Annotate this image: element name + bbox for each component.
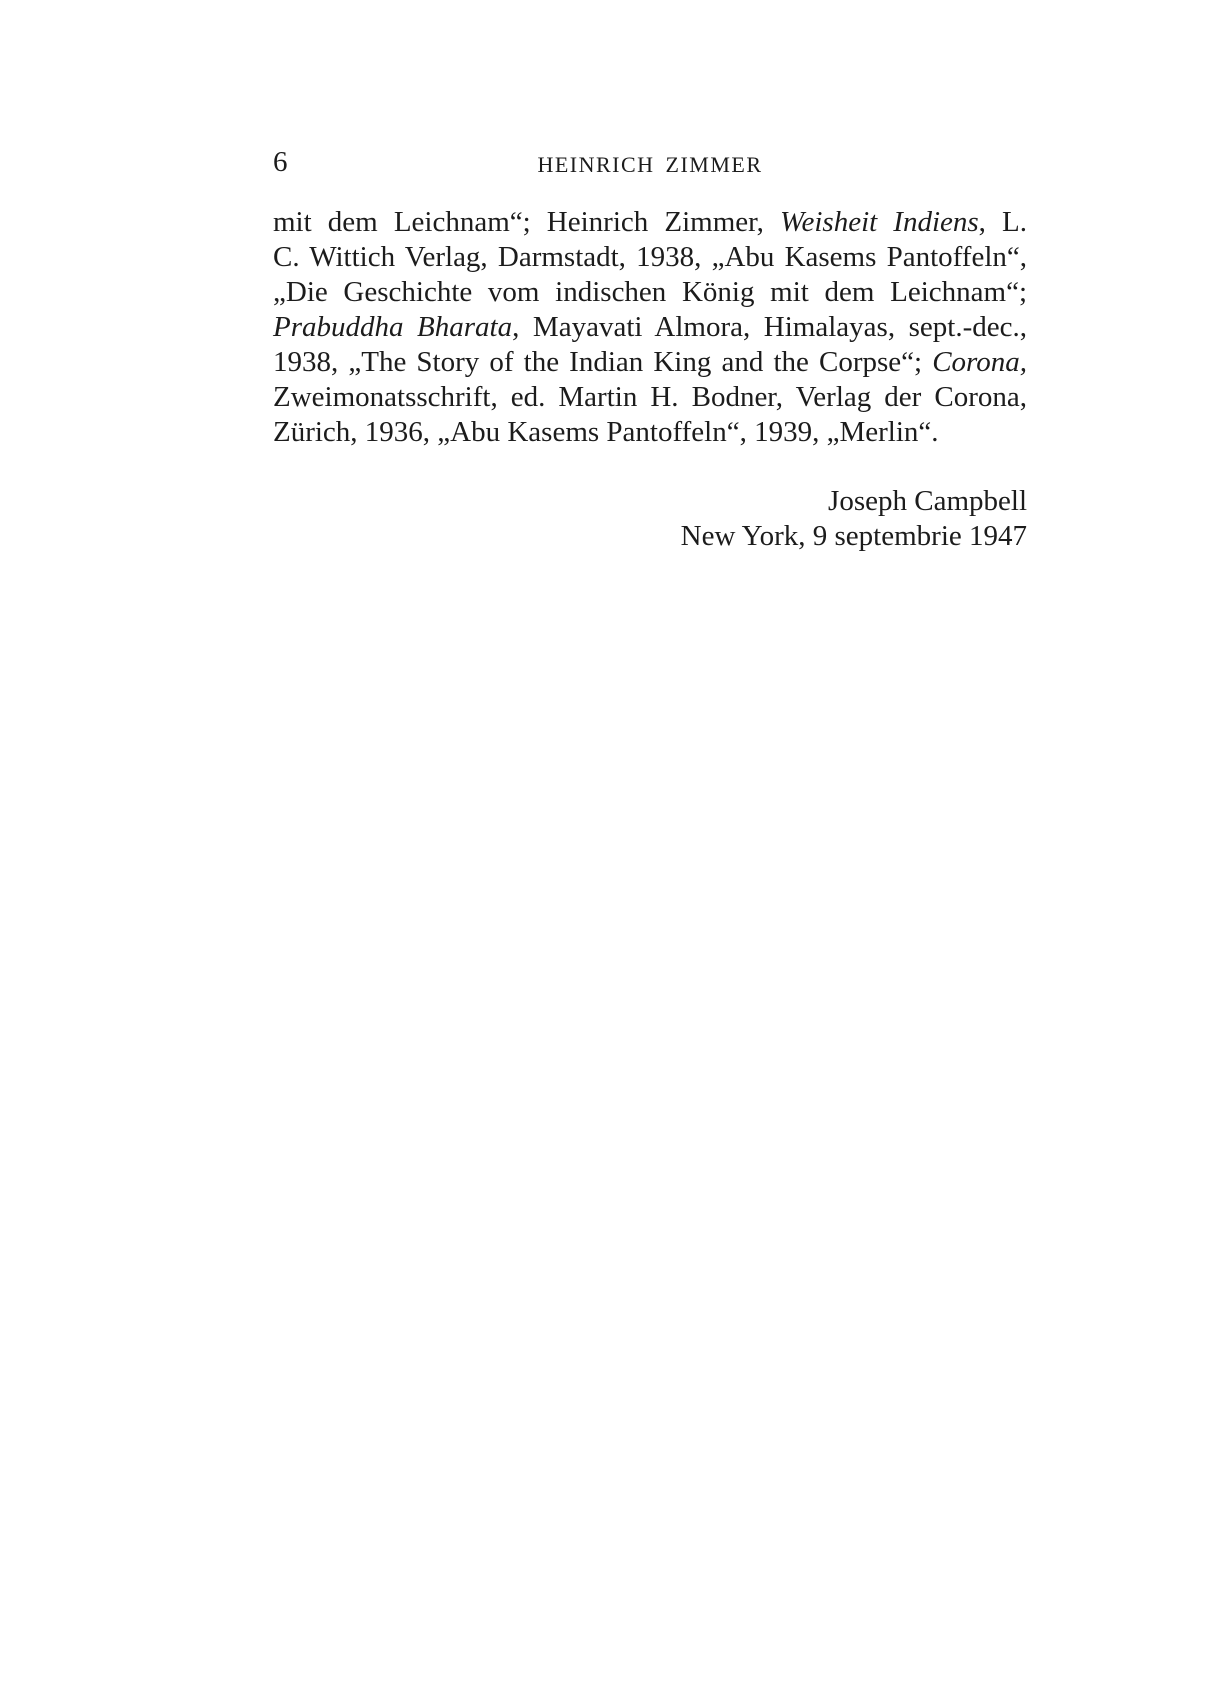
italic-text-segment: Prabuddha Bharata: [273, 311, 513, 343]
paragraph-line: [273, 380, 1027, 415]
text-segment: 1938, „The Story of the Indian King and the Corpse“;: [273, 346, 933, 378]
signature-place-date: New York, 9 septembrie 1947: [680, 520, 1027, 552]
paragraph-line: [273, 345, 1027, 380]
italic-text-segment: Corona,: [932, 346, 1027, 378]
text-segment: „Die Geschichte vom indischen König mit dem Leichnam“;: [273, 276, 1027, 308]
text-segment: Zweimonatsschrift, ed. Martin H. Bodner, Verlag der Corona,: [273, 381, 1027, 413]
italic-text-segment: Weisheit Indiens: [779, 206, 979, 238]
paragraph-line: [273, 275, 1027, 310]
paragraph-line: [273, 415, 1027, 450]
text-segment: , Mayavati Almora, Himalayas, sept.-dec.,: [512, 311, 1027, 343]
paragraph-line: [273, 310, 1027, 345]
signature-name: Joseph Campbell: [828, 485, 1027, 517]
paragraph-line: [273, 240, 1027, 275]
text-segment: C. Wittich Verlag, Darmstadt, 1938, „Abu Kasems Pantoffeln“,: [273, 241, 1027, 273]
text-segment: Zürich, 1936, „Abu Kasems Pantoffeln“, 1939, „Merlin“.: [273, 416, 939, 448]
paragraph-line: [273, 205, 1027, 240]
text-segment: mit dem Leichnam“; Heinrich Zimmer,: [273, 206, 780, 238]
text-segment: , L.: [978, 206, 1027, 238]
signature-block: [273, 484, 1027, 554]
bibliography-paragraph: [273, 205, 1027, 450]
page-number: 6: [273, 146, 288, 178]
running-header: HEINRICH ZIMMER: [537, 152, 763, 177]
